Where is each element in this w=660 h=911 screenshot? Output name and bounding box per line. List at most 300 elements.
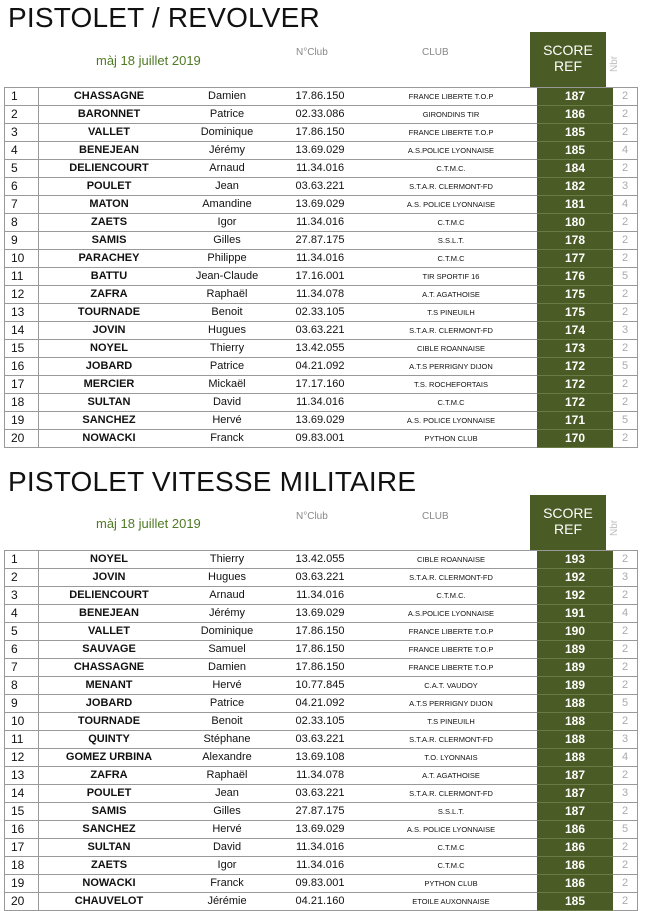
first-name-cell: Patrice	[179, 358, 275, 376]
update-date: màj 18 juillet 2019	[96, 516, 201, 531]
club-number-cell: 13.69.029	[275, 142, 365, 160]
club-name-cell: FRANCE LIBERTE T.O.P	[365, 659, 537, 677]
club-name-cell: CIBLE ROANNAISE	[365, 340, 537, 358]
last-name-cell: NOWACKI	[39, 875, 180, 893]
last-name-cell: NOWACKI	[39, 430, 180, 448]
first-name-cell: Jérémy	[179, 605, 275, 623]
nbr-cell: 3	[613, 322, 638, 340]
club-name-cell: FRANCE LIBERTE T.O.P	[365, 124, 537, 142]
update-date: màj 18 juillet 2019	[96, 53, 201, 68]
score-cell: 192	[537, 587, 613, 605]
club-name-cell: FRANCE LIBERTE T.O.P	[365, 88, 537, 106]
first-name-cell: Patrice	[179, 695, 275, 713]
club-name-cell: A.S.POLICE LYONNAISE	[365, 605, 537, 623]
table-row	[5, 695, 638, 713]
nbr-cell: 2	[613, 803, 638, 821]
club-number-cell: 17.86.150	[275, 124, 365, 142]
club-name-cell: S.T.A.R. CLERMONT-FD	[365, 785, 537, 803]
table-row	[5, 250, 638, 268]
club-number-cell: 17.16.001	[275, 268, 365, 286]
last-name-cell: BATTU	[39, 268, 180, 286]
club-name-cell: A.T. AGATHOISE	[365, 286, 537, 304]
nbr-cell: 2	[613, 587, 638, 605]
rank-cell: 1	[5, 551, 39, 569]
club-name-cell: T.S. ROCHEFORTAIS	[365, 376, 537, 394]
header-score-label: SCORE REF	[543, 505, 593, 537]
score-cell: 170	[537, 430, 613, 448]
first-name-cell: Alexandre	[179, 749, 275, 767]
club-name-cell: S.T.A.R. CLERMONT-FD	[365, 731, 537, 749]
nbr-cell: 2	[613, 304, 638, 322]
club-number-cell: 02.33.086	[275, 106, 365, 124]
club-name-cell: T.O. LYONNAIS	[365, 749, 537, 767]
header-score-label: SCORE REF	[543, 42, 593, 74]
table-row	[5, 88, 638, 106]
nbr-cell: 2	[613, 551, 638, 569]
last-name-cell: BENEJEAN	[39, 142, 180, 160]
first-name-cell: Jean	[179, 785, 275, 803]
table-row	[5, 106, 638, 124]
club-number-cell: 11.34.078	[275, 767, 365, 785]
table-row	[5, 569, 638, 587]
club-number-cell: 11.34.016	[275, 839, 365, 857]
club-number-cell: 17.86.150	[275, 641, 365, 659]
score-cell: 173	[537, 340, 613, 358]
last-name-cell: ZAETS	[39, 214, 180, 232]
table-row	[5, 803, 638, 821]
section-pistolet-vitesse-militaire	[0, 466, 660, 906]
first-name-cell: Jérémie	[179, 893, 275, 911]
score-cell: 185	[537, 124, 613, 142]
club-number-cell: 17.86.150	[275, 659, 365, 677]
nbr-cell: 2	[613, 340, 638, 358]
table-row	[5, 731, 638, 749]
nbr-cell: 2	[613, 88, 638, 106]
first-name-cell: David	[179, 394, 275, 412]
first-name-cell: Patrice	[179, 106, 275, 124]
rank-cell: 8	[5, 214, 39, 232]
nbr-cell: 5	[613, 268, 638, 286]
last-name-cell: SULTAN	[39, 394, 180, 412]
last-name-cell: DELIENCOURT	[39, 160, 180, 178]
table-row	[5, 178, 638, 196]
club-number-cell: 04.21.092	[275, 695, 365, 713]
rank-cell: 13	[5, 304, 39, 322]
rank-cell: 15	[5, 340, 39, 358]
club-number-cell: 11.34.016	[275, 587, 365, 605]
nbr-cell: 2	[613, 214, 638, 232]
nbr-cell: 2	[613, 641, 638, 659]
club-number-cell: 13.69.029	[275, 821, 365, 839]
nbr-cell: 4	[613, 196, 638, 214]
club-number-cell: 02.33.105	[275, 713, 365, 731]
table-row	[5, 214, 638, 232]
club-number-cell: 13.69.029	[275, 412, 365, 430]
rank-cell: 5	[5, 623, 39, 641]
club-name-cell: A.T.S PERRIGNY DIJON	[365, 695, 537, 713]
last-name-cell: VALLET	[39, 623, 180, 641]
club-number-cell: 27.87.175	[275, 803, 365, 821]
score-cell: 187	[537, 785, 613, 803]
club-name-cell: A.S. POLICE LYONNAISE	[365, 412, 537, 430]
score-cell: 187	[537, 803, 613, 821]
last-name-cell: SANCHEZ	[39, 821, 180, 839]
last-name-cell: DELIENCOURT	[39, 587, 180, 605]
table-row	[5, 394, 638, 412]
nbr-cell: 3	[613, 569, 638, 587]
score-cell: 180	[537, 214, 613, 232]
score-cell: 185	[537, 893, 613, 911]
table-row	[5, 160, 638, 178]
table-row	[5, 623, 638, 641]
table-row	[5, 641, 638, 659]
club-name-cell: C.T.M.C	[365, 394, 537, 412]
score-cell: 187	[537, 767, 613, 785]
nbr-cell: 2	[613, 623, 638, 641]
table-row	[5, 340, 638, 358]
table-row	[5, 304, 638, 322]
nbr-cell: 5	[613, 358, 638, 376]
nbr-cell: 4	[613, 749, 638, 767]
last-name-cell: VALLET	[39, 124, 180, 142]
club-name-cell: ETOILE AUXONNAISE	[365, 893, 537, 911]
first-name-cell: Dominique	[179, 124, 275, 142]
club-name-cell: C.T.M.C	[365, 250, 537, 268]
club-name-cell: PYTHON CLUB	[365, 430, 537, 448]
table-row	[5, 713, 638, 731]
rank-cell: 8	[5, 677, 39, 695]
rank-cell: 6	[5, 641, 39, 659]
table-row	[5, 839, 638, 857]
last-name-cell: POULET	[39, 178, 180, 196]
table-row	[5, 412, 638, 430]
table-row	[5, 659, 638, 677]
rank-cell: 14	[5, 785, 39, 803]
nbr-cell: 2	[613, 232, 638, 250]
club-number-cell: 17.86.150	[275, 623, 365, 641]
score-cell: 188	[537, 731, 613, 749]
section-pistolet-revolver	[0, 2, 660, 445]
table-row	[5, 893, 638, 911]
score-cell: 193	[537, 551, 613, 569]
last-name-cell: JOVIN	[39, 322, 180, 340]
last-name-cell: GOMEZ URBINA	[39, 749, 180, 767]
club-name-cell: C.T.M.C	[365, 839, 537, 857]
rank-cell: 19	[5, 412, 39, 430]
last-name-cell: SAUVAGE	[39, 641, 180, 659]
rank-cell: 7	[5, 196, 39, 214]
club-name-cell: T.S PINEUILH	[365, 713, 537, 731]
score-cell: 182	[537, 178, 613, 196]
score-cell: 189	[537, 677, 613, 695]
club-number-cell: 27.87.175	[275, 232, 365, 250]
nbr-cell: 5	[613, 821, 638, 839]
last-name-cell: JOVIN	[39, 569, 180, 587]
table-row	[5, 767, 638, 785]
nbr-cell: 2	[613, 857, 638, 875]
club-name-cell: S.T.A.R. CLERMONT-FD	[365, 569, 537, 587]
club-name-cell: PYTHON CLUB	[365, 875, 537, 893]
header-club: CLUB	[422, 511, 449, 522]
club-name-cell: A.S.POLICE LYONNAISE	[365, 142, 537, 160]
first-name-cell: Benoit	[179, 304, 275, 322]
rank-cell: 2	[5, 106, 39, 124]
club-number-cell: 11.34.016	[275, 394, 365, 412]
club-name-cell: FRANCE LIBERTE T.O.P	[365, 641, 537, 659]
header-club-number: N°Club	[296, 47, 328, 58]
table-row	[5, 124, 638, 142]
first-name-cell: Hervé	[179, 821, 275, 839]
club-number-cell: 17.86.150	[275, 88, 365, 106]
nbr-cell: 2	[613, 893, 638, 911]
club-name-cell: GIRONDINS TIR	[365, 106, 537, 124]
rank-cell: 17	[5, 839, 39, 857]
score-cell: 192	[537, 569, 613, 587]
last-name-cell: JOBARD	[39, 695, 180, 713]
table-row	[5, 605, 638, 623]
nbr-cell: 2	[613, 124, 638, 142]
first-name-cell: Jean-Claude	[179, 268, 275, 286]
club-name-cell: A.S. POLICE LYONNAISE	[365, 196, 537, 214]
club-number-cell: 13.69.029	[275, 605, 365, 623]
club-number-cell: 03.63.221	[275, 785, 365, 803]
score-cell: 181	[537, 196, 613, 214]
rank-cell: 20	[5, 893, 39, 911]
club-name-cell: A.S. POLICE LYONNAISE	[365, 821, 537, 839]
nbr-cell: 2	[613, 394, 638, 412]
nbr-cell: 3	[613, 785, 638, 803]
club-name-cell: S.T.A.R. CLERMONT-FD	[365, 322, 537, 340]
score-cell: 188	[537, 713, 613, 731]
table-row	[5, 358, 638, 376]
rank-cell: 4	[5, 142, 39, 160]
first-name-cell: Franck	[179, 875, 275, 893]
club-name-cell: C.T.M.C	[365, 214, 537, 232]
first-name-cell: Arnaud	[179, 160, 275, 178]
club-number-cell: 13.42.055	[275, 551, 365, 569]
table-row	[5, 785, 638, 803]
last-name-cell: ZAFRA	[39, 286, 180, 304]
score-cell: 186	[537, 875, 613, 893]
rank-cell: 14	[5, 322, 39, 340]
rank-cell: 17	[5, 376, 39, 394]
nbr-cell: 2	[613, 875, 638, 893]
rank-cell: 18	[5, 857, 39, 875]
rank-cell: 7	[5, 659, 39, 677]
table-row	[5, 875, 638, 893]
nbr-cell: 3	[613, 178, 638, 196]
club-number-cell: 13.69.029	[275, 196, 365, 214]
last-name-cell: BENEJEAN	[39, 605, 180, 623]
score-cell: 176	[537, 268, 613, 286]
first-name-cell: Igor	[179, 857, 275, 875]
club-number-cell: 13.69.108	[275, 749, 365, 767]
nbr-cell: 2	[613, 839, 638, 857]
first-name-cell: Philippe	[179, 250, 275, 268]
nbr-cell: 4	[613, 142, 638, 160]
table-row	[5, 322, 638, 340]
last-name-cell: ZAETS	[39, 857, 180, 875]
rank-cell: 9	[5, 695, 39, 713]
nbr-cell: 2	[613, 430, 638, 448]
rank-cell: 10	[5, 250, 39, 268]
first-name-cell: Hervé	[179, 412, 275, 430]
rank-cell: 12	[5, 286, 39, 304]
first-name-cell: Dominique	[179, 623, 275, 641]
first-name-cell: Hervé	[179, 677, 275, 695]
first-name-cell: Gilles	[179, 232, 275, 250]
nbr-cell: 2	[613, 250, 638, 268]
rank-cell: 4	[5, 605, 39, 623]
club-number-cell: 04.21.092	[275, 358, 365, 376]
first-name-cell: Thierry	[179, 340, 275, 358]
first-name-cell: Damien	[179, 659, 275, 677]
ranking-table	[4, 550, 638, 911]
last-name-cell: MENANT	[39, 677, 180, 695]
score-cell: 175	[537, 286, 613, 304]
nbr-cell: 2	[613, 286, 638, 304]
rank-cell: 1	[5, 88, 39, 106]
first-name-cell: Thierry	[179, 551, 275, 569]
score-cell: 185	[537, 142, 613, 160]
last-name-cell: BARONNET	[39, 106, 180, 124]
rank-cell: 15	[5, 803, 39, 821]
club-number-cell: 10.77.845	[275, 677, 365, 695]
club-number-cell: 03.63.221	[275, 178, 365, 196]
first-name-cell: Jean	[179, 178, 275, 196]
first-name-cell: Gilles	[179, 803, 275, 821]
first-name-cell: Samuel	[179, 641, 275, 659]
table-row	[5, 857, 638, 875]
rank-cell: 20	[5, 430, 39, 448]
last-name-cell: PARACHEY	[39, 250, 180, 268]
nbr-cell: 4	[613, 605, 638, 623]
rank-cell: 5	[5, 160, 39, 178]
first-name-cell: Igor	[179, 214, 275, 232]
rank-cell: 3	[5, 124, 39, 142]
score-cell: 186	[537, 857, 613, 875]
club-number-cell: 09.83.001	[275, 875, 365, 893]
first-name-cell: Franck	[179, 430, 275, 448]
table-row	[5, 376, 638, 394]
last-name-cell: SAMIS	[39, 232, 180, 250]
club-number-cell: 11.34.016	[275, 250, 365, 268]
last-name-cell: CHASSAGNE	[39, 659, 180, 677]
last-name-cell: QUINTY	[39, 731, 180, 749]
club-name-cell: T.S PINEUILH	[365, 304, 537, 322]
score-cell: 184	[537, 160, 613, 178]
nbr-cell: 2	[613, 376, 638, 394]
club-name-cell: A.T. AGATHOISE	[365, 767, 537, 785]
nbr-cell: 2	[613, 659, 638, 677]
last-name-cell: SAMIS	[39, 803, 180, 821]
club-number-cell: 11.34.016	[275, 857, 365, 875]
table-row	[5, 677, 638, 695]
score-cell: 188	[537, 695, 613, 713]
first-name-cell: Raphaël	[179, 286, 275, 304]
club-number-cell: 03.63.221	[275, 731, 365, 749]
nbr-cell: 2	[613, 767, 638, 785]
club-number-cell: 11.34.016	[275, 160, 365, 178]
last-name-cell: TOURNADE	[39, 304, 180, 322]
rank-cell: 16	[5, 821, 39, 839]
score-cell: 189	[537, 641, 613, 659]
score-cell: 191	[537, 605, 613, 623]
club-number-cell: 11.34.016	[275, 214, 365, 232]
first-name-cell: Stéphane	[179, 731, 275, 749]
header-score-ref	[530, 495, 606, 550]
club-number-cell: 03.63.221	[275, 569, 365, 587]
club-number-cell: 04.21.160	[275, 893, 365, 911]
table-row	[5, 430, 638, 448]
score-cell: 186	[537, 839, 613, 857]
club-number-cell: 02.33.105	[275, 304, 365, 322]
rank-cell: 16	[5, 358, 39, 376]
nbr-cell: 2	[613, 713, 638, 731]
rank-cell: 13	[5, 767, 39, 785]
last-name-cell: MERCIER	[39, 376, 180, 394]
section-title: PISTOLET / REVOLVER	[8, 2, 320, 33]
rank-cell: 3	[5, 587, 39, 605]
table-row	[5, 232, 638, 250]
last-name-cell: NOYEL	[39, 340, 180, 358]
rank-cell: 9	[5, 232, 39, 250]
last-name-cell: CHASSAGNE	[39, 88, 180, 106]
club-number-cell: 13.42.055	[275, 340, 365, 358]
score-cell: 187	[537, 88, 613, 106]
table-row	[5, 268, 638, 286]
club-name-cell: C.T.M.C	[365, 857, 537, 875]
club-name-cell: C.T.M.C.	[365, 160, 537, 178]
last-name-cell: SANCHEZ	[39, 412, 180, 430]
section-title: PISTOLET VITESSE MILITAIRE	[8, 466, 417, 497]
score-cell: 186	[537, 821, 613, 839]
club-number-cell: 03.63.221	[275, 322, 365, 340]
club-name-cell: A.T.S PERRIGNY DIJON	[365, 358, 537, 376]
rank-cell: 11	[5, 268, 39, 286]
nbr-cell: 3	[613, 731, 638, 749]
rank-cell: 12	[5, 749, 39, 767]
header-nbr: Nbr	[609, 519, 620, 536]
first-name-cell: Arnaud	[179, 587, 275, 605]
table-row	[5, 286, 638, 304]
first-name-cell: Jérémy	[179, 142, 275, 160]
score-cell: 172	[537, 394, 613, 412]
rank-cell: 2	[5, 569, 39, 587]
table-row	[5, 551, 638, 569]
score-cell: 186	[537, 106, 613, 124]
ranking-table	[4, 87, 638, 448]
header-nbr: Nbr	[609, 55, 620, 72]
club-number-cell: 17.17.160	[275, 376, 365, 394]
club-name-cell: FRANCE LIBERTE T.O.P	[365, 623, 537, 641]
table-row	[5, 821, 638, 839]
last-name-cell: POULET	[39, 785, 180, 803]
club-name-cell: S.T.A.R. CLERMONT-FD	[365, 178, 537, 196]
first-name-cell: David	[179, 839, 275, 857]
first-name-cell: Amandine	[179, 196, 275, 214]
club-number-cell: 09.83.001	[275, 430, 365, 448]
table-row	[5, 587, 638, 605]
last-name-cell: SULTAN	[39, 839, 180, 857]
club-name-cell: CIBLE ROANNAISE	[365, 551, 537, 569]
club-name-cell: S.S.L.T.	[365, 803, 537, 821]
nbr-cell: 2	[613, 160, 638, 178]
rank-cell: 11	[5, 731, 39, 749]
rank-cell: 6	[5, 178, 39, 196]
nbr-cell: 2	[613, 106, 638, 124]
first-name-cell: Damien	[179, 88, 275, 106]
